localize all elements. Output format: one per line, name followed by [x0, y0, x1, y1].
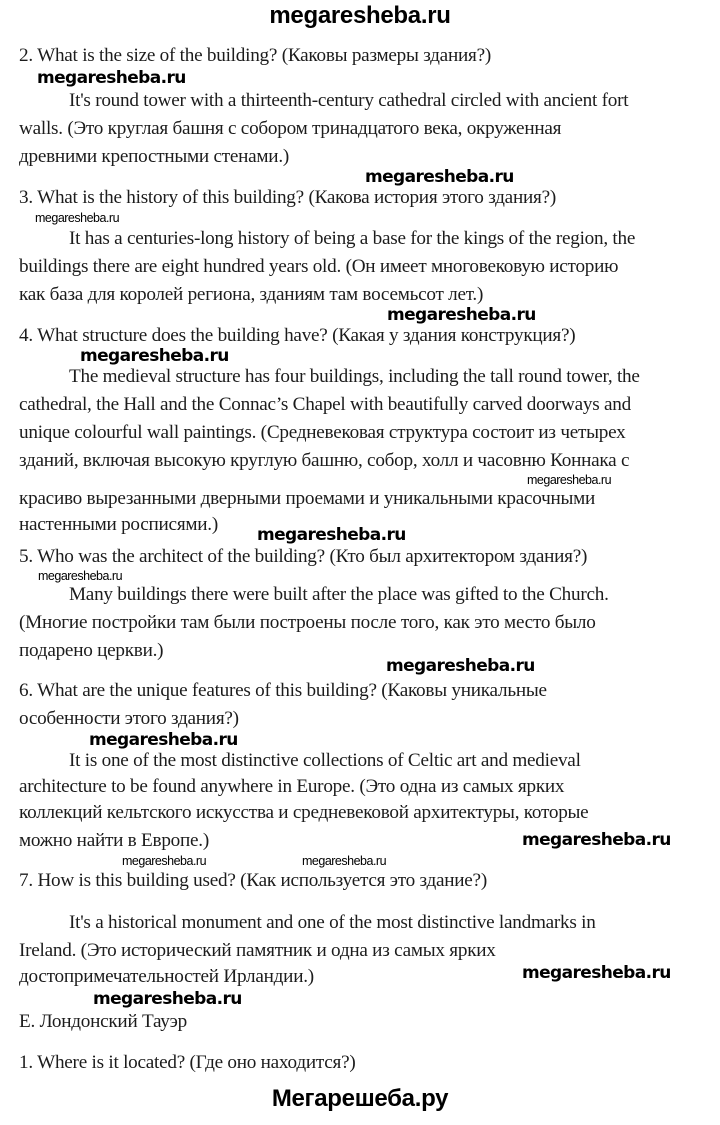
watermark-bold: megaresheba.ru [386, 656, 535, 676]
question-e-1: 1. Where is it located? (Где оно находится?) [19, 1052, 356, 1073]
answer-7-line-1: It's a historical monument and one of the most distinctive landmarks in [69, 912, 596, 933]
watermark-bold: megaresheba.ru [522, 963, 671, 983]
watermark-small: megaresheba.ru [302, 854, 387, 868]
watermark-bold: megaresheba.ru [89, 730, 238, 750]
answer-6-line-3: коллекций кельтского искусства и средневековой архитектуры, которые [19, 802, 589, 823]
question-7: 7. How is this building used? (Как используется это здание?) [19, 870, 487, 891]
question-4: 4. What structure does the building have? (Какая у здания конструкция?) [19, 325, 576, 346]
answer-2-line-3: древними крепостными стенами.) [19, 146, 290, 167]
watermark-bold: megaresheba.ru [387, 305, 536, 325]
watermark-bold: megaresheba.ru [257, 525, 406, 545]
question-6-line-2: особенности этого здания?) [19, 708, 239, 729]
watermark-small: megaresheba.ru [122, 854, 207, 868]
watermark-bold: megaresheba.ru [80, 346, 229, 366]
answer-6-line-1: It is one of the most distinctive collections of Celtic art and medieval [69, 750, 581, 771]
watermark-bold: megaresheba.ru [522, 830, 671, 850]
answer-2-line-2: walls. (Это круглая башня с собором тринадцатого века, окруженная [19, 118, 562, 139]
answer-6-line-2: architecture to be found anywhere in Europe. (Это одна из самых ярких [19, 776, 565, 797]
answer-2-line-1: It's round tower with a thirteenth-century cathedral circled with ancient fort [69, 90, 629, 111]
watermark-small: megaresheba.ru [38, 569, 123, 583]
answer-6-line-4: можно найти в Европе.) [19, 830, 209, 851]
watermark-bold: megaresheba.ru [37, 68, 186, 88]
answer-5-line-2: (Многие постройки там были построены после того, как это место было [19, 612, 596, 633]
question-2: 2. What is the size of the building? (Каковы размеры здания?) [19, 45, 491, 66]
answer-3-line-3: как база для королей региона, зданиям там восемьсот лет.) [19, 284, 484, 305]
section-heading-e: E. Лондонский Тауэр [19, 1011, 187, 1032]
question-6-line-1: 6. What are the unique features of this building? (Каковы уникальные [19, 680, 547, 701]
answer-3-line-1: It has a centuries-long history of being a base for the kings of the region, the [69, 228, 636, 249]
answer-3-line-2: buildings there are eight hundred years old. (Он имеет многовековую историю [19, 256, 619, 277]
header-watermark: megaresheba.ru [269, 2, 451, 29]
question-5: 5. Who was the architect of the building? (Кто был архитектором здания?) [19, 546, 588, 567]
watermark-small: megaresheba.ru [35, 211, 120, 225]
answer-5-line-1: Many buildings there were built after the place was gifted to the Church. [69, 584, 609, 605]
question-3: 3. What is the history of this building? (Какова история этого здания?) [19, 187, 556, 208]
answer-4-line-6: настенными росписями.) [19, 514, 218, 535]
answer-4-line-2: cathedral, the Hall and the Connac’s Chapel with beautifully carved doorways and [19, 394, 631, 415]
answer-7-line-2: Ireland. (Это исторический памятник и одна из самых ярких [19, 940, 496, 961]
answer-5-line-3: подарено церкви.) [19, 640, 164, 661]
answer-4-line-1: The medieval structure has four buildings, including the tall round tower, the [69, 366, 640, 387]
watermark-bold: megaresheba.ru [93, 989, 242, 1009]
watermark-bold: megaresheba.ru [365, 167, 514, 187]
watermark-small: megaresheba.ru [527, 473, 612, 487]
footer-watermark: Мегарешеба.ру [271, 1085, 449, 1112]
answer-7-line-3: достопримечательностей Ирландии.) [19, 966, 314, 987]
answer-4-line-5: красиво вырезанными дверными проемами и уникальными красочными [19, 488, 596, 509]
answer-4-line-4: зданий, включая высокую круглую башню, собор, холл и часовню Коннака с [19, 450, 630, 471]
answer-4-line-3: unique colourful wall paintings. (Средневековая структура состоит из четырех [19, 422, 626, 443]
